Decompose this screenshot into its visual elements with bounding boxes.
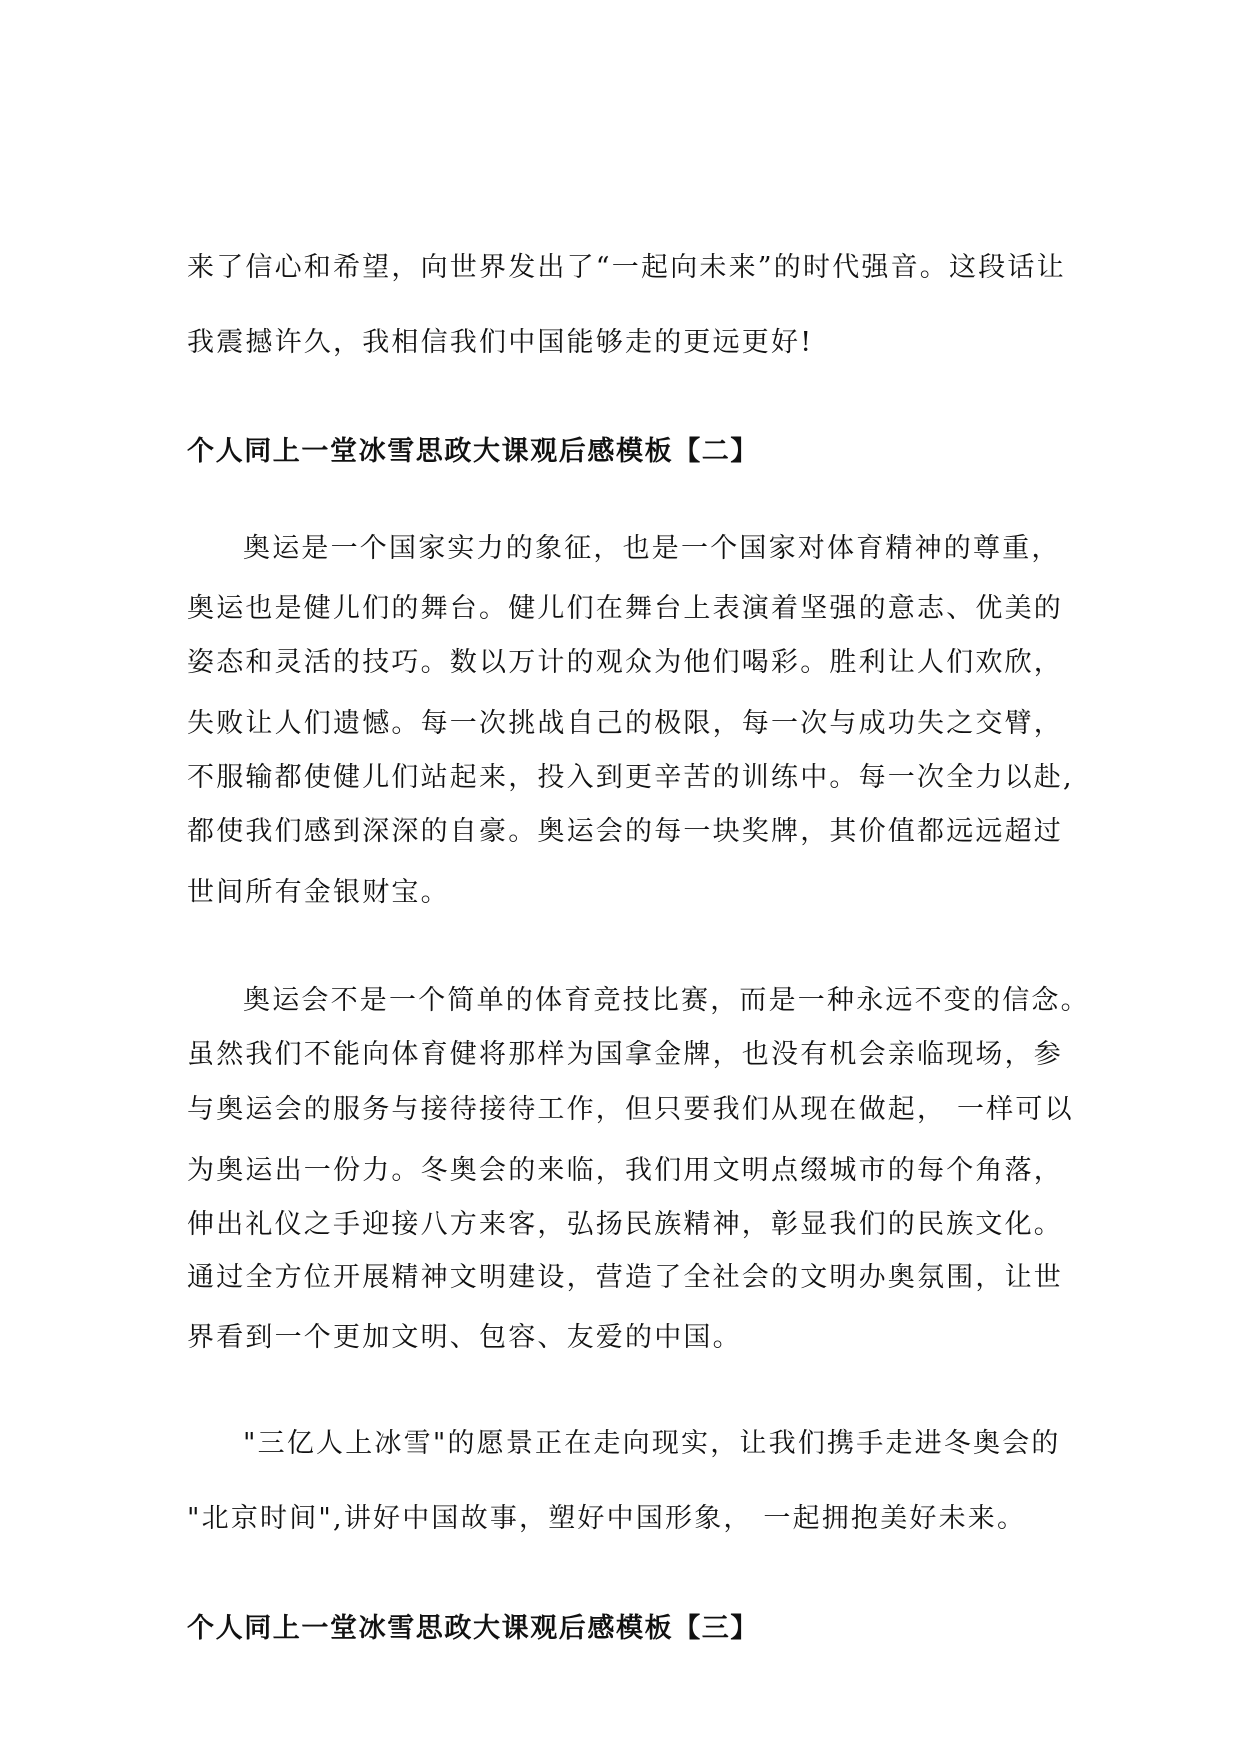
text-line: 与奥运会的服务与接待接待工作，但只要我们从现在做起， 一样可以 (187, 1094, 1074, 1125)
text-line: 都使我们感到深深的自豪。奥运会的每一块奖牌，其价值都远远超过 (187, 816, 1063, 847)
text-line: 虽然我们不能向体育健将那样为国拿金牌，也没有机会亲临现场，参 (187, 1039, 1063, 1070)
text-line: 为奥运出一份力。冬奥会的来临，我们用文明点缀城市的每个角落， (187, 1155, 1063, 1186)
text-line: 界看到一个更加文明、包容、友爱的中国。 (187, 1322, 742, 1353)
text-line: 通过全方位开展精神文明建设，营造了全社会的文明办奥氛围，让世 (187, 1262, 1063, 1293)
text-line: "北京时间",讲好中国故事，塑好中国形象， 一起拥抱美好未来。 (187, 1503, 1027, 1534)
text-line: 姿态和灵活的技巧。数以万计的观众为他们喝彩。胜利让人们欢欣， (187, 647, 1063, 678)
text-line: 奥运会不是一个简单的体育竞技比赛，而是一种永远不变的信念。 (243, 985, 1090, 1016)
text-line: 来了信心和希望，向世界发出了“一起向未来”的时代强音。这段话让 (187, 252, 1066, 283)
text-line: 不服输都使健儿们站起来，投入到更辛苦的训练中。每一次全力以赴, (187, 762, 1074, 793)
text-line: 失败让人们遗憾。每一次挑战自己的极限，每一次与成功失之交臂， (187, 708, 1063, 739)
text-line: 伸出礼仪之手迎接八方来客，弘扬民族精神，彰显我们的民族文化。 (187, 1209, 1063, 1240)
text-line: 奥运是一个国家实力的象征，也是一个国家对体育精神的尊重， (243, 533, 1061, 564)
section-heading-three: 个人同上一堂冰雪思政大课观后感模板【三】 (187, 1613, 759, 1644)
section-heading-two: 个人同上一堂冰雪思政大课观后感模板【二】 (187, 436, 759, 467)
text-line: 奥运也是健儿们的舞台。健儿们在舞台上表演着坚强的意志、优美的 (187, 593, 1063, 624)
text-line: "三亿人上冰雪"的愿景正在走向现实，让我们携手走进冬奥会的 (243, 1428, 1061, 1459)
text-line: 我震撼许久，我相信我们中国能够走的更远更好! (187, 327, 814, 358)
text-line: 世间所有金银财宝。 (187, 877, 450, 908)
